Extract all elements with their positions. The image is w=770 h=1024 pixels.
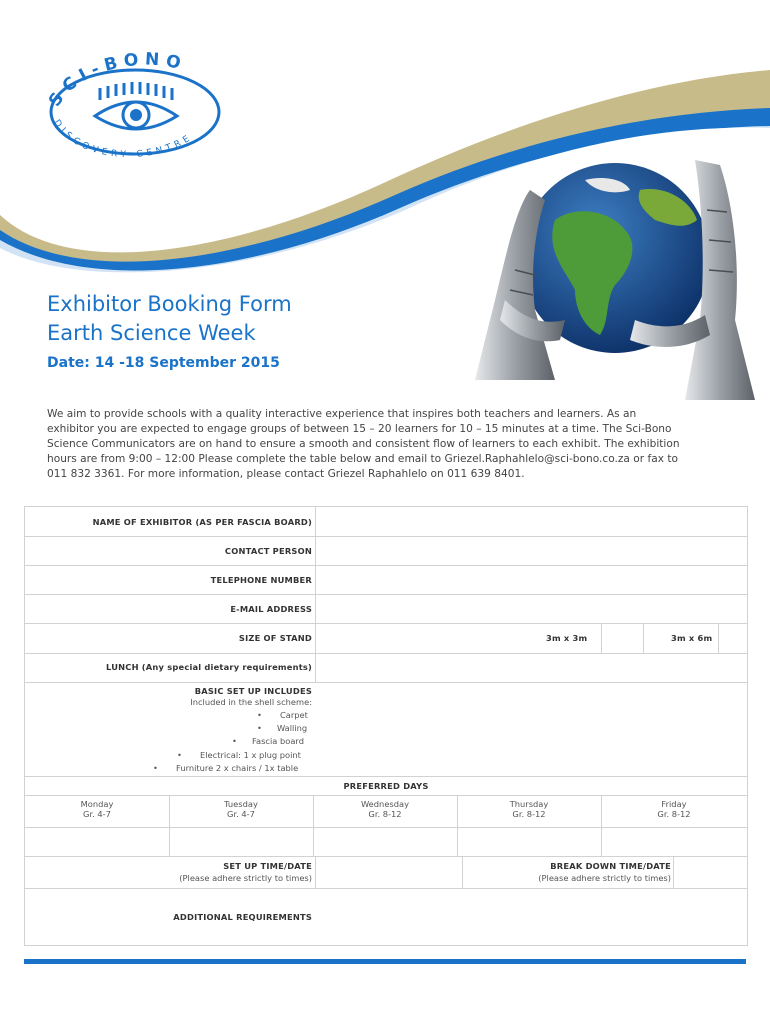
intro-line: exhibitor you are expected to engage groups of between 15 – 20 learners for 10 – 15 minutes at a time. The Sci-Bono	[47, 423, 672, 435]
footer-bar	[24, 959, 746, 964]
form-title	[47, 290, 292, 348]
logo-brand-text: SCI-BONO	[45, 50, 189, 111]
intro-paragraph	[47, 407, 727, 482]
intro-line: We aim to provide schools with a quality interactive experience that inspires both teachers and learners. As an	[47, 408, 637, 420]
logo-tagline-text: DISCOVERY CENTRE	[51, 118, 195, 161]
stand-option-3x6: 3m x 6m	[671, 633, 713, 643]
setup-item: Furniture 2 x chairs / 1x table	[176, 763, 299, 773]
setup-heading: BASIC SET UP INCLUDES	[194, 686, 312, 696]
eye-icon	[95, 82, 177, 129]
breakdown-time-label: BREAK DOWN TIME/DATE	[550, 861, 671, 871]
email-label: E-MAIL ADDRESS	[230, 604, 312, 614]
event-date: Date: 14 -18 September 2015	[47, 355, 280, 371]
bullet-icon: •	[232, 736, 237, 746]
day-monday: Monday Gr. 4-7	[80, 799, 114, 819]
setup-time-note: (Please adhere strictly to times)	[179, 873, 312, 883]
day-tuesday: Tuesday Gr. 4-7	[224, 799, 258, 819]
day-friday: Friday Gr. 8-12	[657, 799, 691, 819]
bullet-icon: •	[153, 763, 158, 773]
intro-line: 011 832 3361. For more information, please contact Griezel Raphahlelo on 011 639 8401.	[47, 468, 525, 480]
svg-text:SCI-BONO	[45, 50, 188, 110]
stand-size-label: SIZE OF STAND	[238, 633, 312, 643]
contact-person-label: CONTACT PERSON	[224, 546, 312, 556]
setup-time-label: SET UP TIME/DATE	[223, 861, 312, 871]
preferred-days-label: PREFERRED DAYS	[343, 781, 429, 791]
setup-item: Walling	[277, 723, 308, 733]
globe-robot-hands-image	[435, 150, 770, 400]
setup-subheading: Included in the shell scheme:	[190, 697, 312, 707]
booking-form-table	[24, 506, 748, 946]
intro-line: hours are from 9:00 – 12:00 Please complete the table below and email to Griezel.Raphahlelo@sci-bono.co.za or fax to	[47, 453, 678, 465]
stand-option-3x3: 3m x 3m	[546, 633, 588, 643]
setup-item: Carpet	[280, 710, 308, 720]
svg-text:DISCOVERY CENTRE	[51, 118, 195, 160]
additional-requirements-label: ADDITIONAL REQUIREMENTS	[173, 912, 312, 922]
day-wednesday: Wednesday Gr. 8-12	[360, 799, 410, 819]
exhibitor-name-label: NAME OF EXHIBITOR (AS PER FASCIA BOARD)	[92, 517, 312, 527]
title-line-1: Exhibitor Booking Form	[47, 292, 292, 316]
bullet-icon: •	[257, 710, 262, 720]
title-line-2: Earth Science Week	[47, 321, 256, 345]
bullet-icon: •	[177, 750, 182, 760]
telephone-label: TELEPHONE NUMBER	[210, 575, 312, 585]
sci-bono-logo	[40, 50, 230, 175]
setup-item: Fascia board	[252, 736, 304, 746]
bullet-icon: •	[257, 723, 262, 733]
lunch-label: LUNCH (Any special dietary requirements)	[106, 662, 312, 672]
setup-item: Electrical: 1 x plug point	[200, 750, 301, 760]
breakdown-time-note: (Please adhere strictly to times)	[538, 873, 671, 883]
intro-line: Science Communicators are on hand to ensure a smooth and consistent flow of learners to each exhibit. The exhibition	[47, 438, 680, 450]
day-thursday: Thursday Gr. 8-12	[509, 799, 549, 819]
